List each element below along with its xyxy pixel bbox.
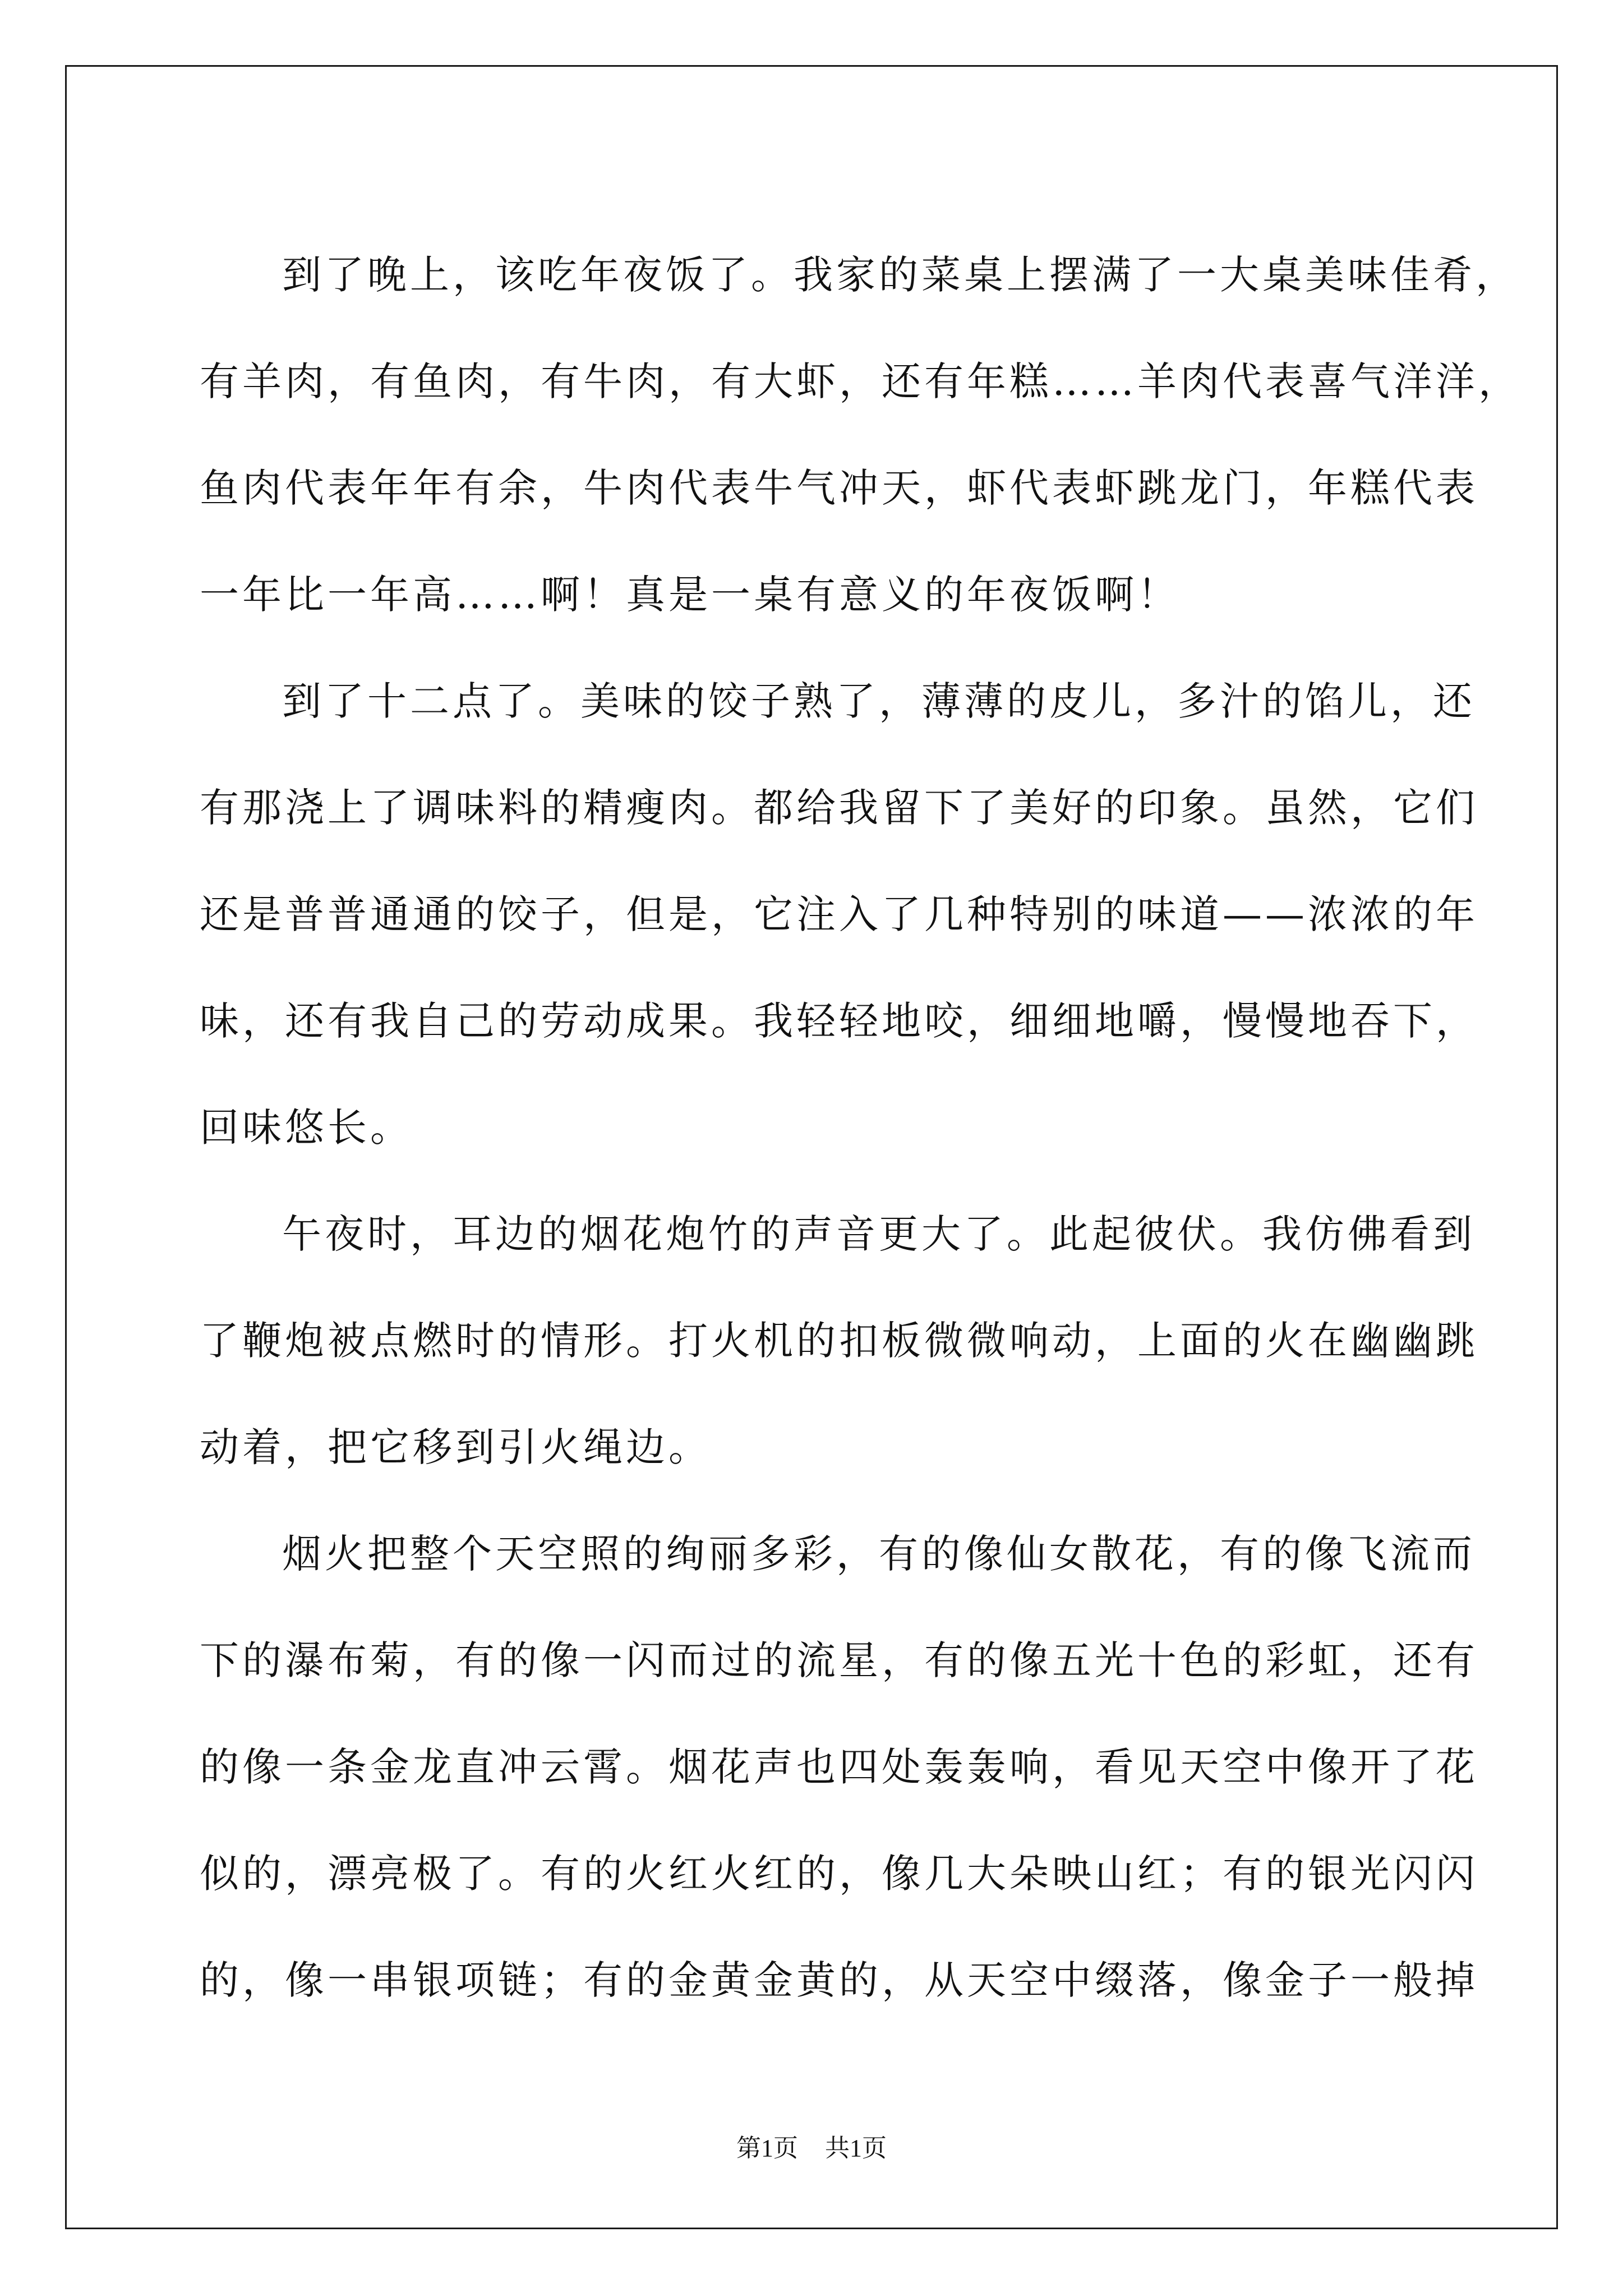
text-line: 味，还有我自己的劳动成果。我轻轻地咬，细细地嚼，慢慢地吞下， — [200, 998, 1478, 1044]
page-number: 第1页 — [736, 2134, 798, 2162]
page-footer — [0, 2132, 1623, 2165]
text-line: 一年比一年高……啊！真是一桌有意义的年夜饭啊！ — [200, 572, 1180, 618]
text-line: 有那浇上了调味料的精瘦肉。都给我留下了美好的印象。虽然，它们 — [200, 785, 1478, 831]
text-line: 烟火把整个天空照的绚丽多彩，有的像仙女散花，有的像飞流而 — [282, 1531, 1476, 1577]
page-total: 共1页 — [825, 2134, 887, 2162]
text-line: 的像一条金龙直冲云霄。烟花声也四处轰轰响，看见天空中像开了花 — [200, 1744, 1478, 1790]
text-line: 还是普普通通的饺子，但是，它注入了几种特别的味道——浓浓的年 — [200, 891, 1478, 937]
text-line: 了鞭炮被点燃时的情形。打火机的扣板微微响动，上面的火在幽幽跳 — [200, 1318, 1478, 1364]
text-line: 到了十二点了。美味的饺子熟了，薄薄的皮儿，多汁的馅儿，还 — [282, 678, 1476, 724]
text-line: 有羊肉，有鱼肉，有牛肉，有大虾，还有年糕……羊肉代表喜气洋洋， — [200, 358, 1521, 404]
text-line: 下的瀑布菊，有的像一闪而过的流星，有的像五光十色的彩虹，还有 — [200, 1637, 1478, 1683]
text-line: 动着，把它移到引火绳边。 — [200, 1424, 711, 1470]
text-line: 到了晚上，该吃年夜饭了。我家的菜桌上摆满了一大桌美味佳肴， — [282, 252, 1518, 298]
text-line: 的，像一串银项链；有的金黄金黄的，从天空中缀落，像金子一般掉 — [200, 1957, 1478, 2003]
text-line: 似的，漂亮极了。有的火红火红的，像几大朵映山红；有的银光闪闪 — [200, 1851, 1478, 1897]
document-body — [200, 222, 1521, 2033]
text-line: 午夜时，耳边的烟花炮竹的声音更大了。此起彼伏。我仿佛看到 — [282, 1211, 1476, 1257]
text-line: 回味悠长。 — [200, 1105, 413, 1151]
text-line: 鱼肉代表年年有余，牛肉代表牛气冲天，虾代表虾跳龙门，年糕代表 — [200, 465, 1478, 511]
